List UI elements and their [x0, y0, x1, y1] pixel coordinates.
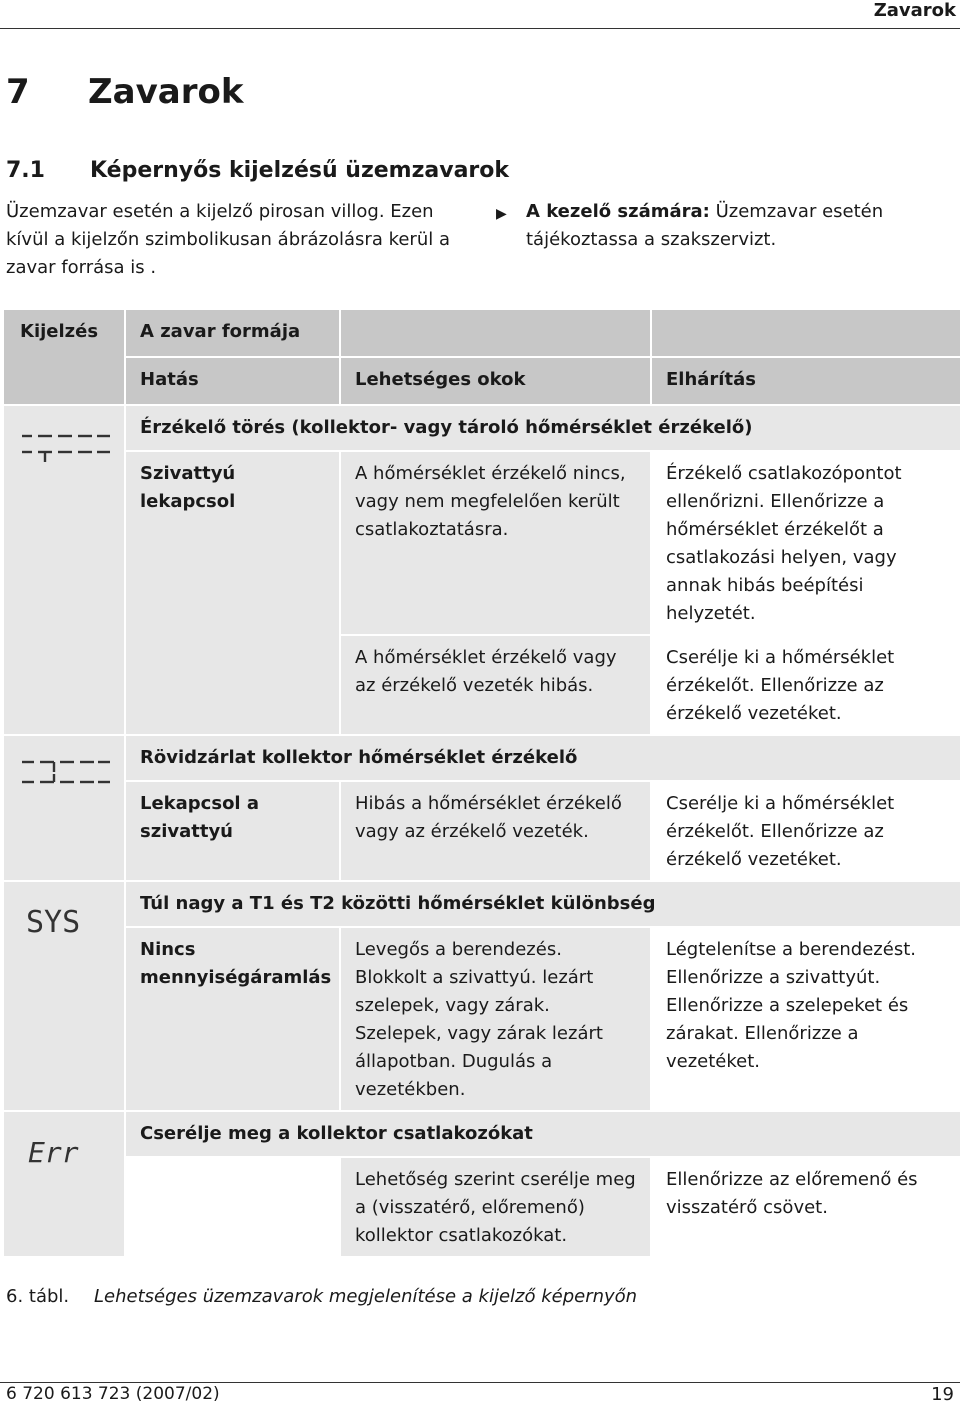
display-cell: [4, 1112, 124, 1256]
section-heading: [6, 158, 509, 183]
effect-cell: Lekapcsol a szivattyú: [126, 782, 339, 880]
intro-paragraph: Üzemzavar esetén a kijelző pirosan villog. Ezen kívül a kijelzőn szimbolikusan ábrázolásra kerül a zavar forrása is .: [6, 201, 450, 278]
svg-text:Err: Err: [28, 1136, 79, 1169]
effect-cell: [126, 1158, 339, 1256]
cause-cell: Hibás a hőmérséklet érzékelő vagy az érzékelő vezeték.: [341, 782, 650, 880]
chapter-heading: [6, 72, 243, 112]
table-header-row-1: [4, 310, 960, 356]
page-number: 19: [931, 1384, 954, 1405]
remedy-cell: Légtelenítse a berendezést. Ellenőrizze a szivattyút. Ellenőrizze a szelepeket és zárakat. Ellenőrizze a vezetéket.: [652, 928, 960, 1110]
fault-title-row: [4, 736, 960, 780]
running-header: Zavarok: [873, 0, 956, 21]
sensor-break-display-icon: [20, 422, 112, 468]
fault-title: Rövidzárlat kollektor hőmérséklet érzékelő: [126, 736, 960, 780]
cause-cell: Lehetőség szerint cserélje meg a (visszatérő, előremenő) kollektor csatlakozókat.: [341, 1158, 650, 1256]
fault-title-row: [4, 406, 960, 450]
remedy-cell: Ellenőrizze az előremenő és visszatérő csövet.: [652, 1158, 960, 1256]
table-row: [4, 928, 960, 1110]
effect-cell: Nincs mennyiségáramlás: [126, 928, 339, 1110]
display-cell: [4, 736, 124, 880]
bullet-triangle-icon: ▶: [496, 206, 507, 222]
fault-table: [2, 308, 960, 1258]
effect-cell: Szivattyú lekapcsol: [126, 452, 339, 734]
table-row: [4, 452, 960, 634]
remedy-cell: Cserélje ki a hőmérséklet érzékelőt. Ellenőrizze az érzékelő vezetéket.: [652, 782, 960, 880]
header-causes: Lehetséges okok: [341, 358, 650, 404]
caption-label: 6. tábl.: [6, 1286, 70, 1307]
header-fault-form: A zavar formája: [126, 310, 339, 356]
header-effect: Hatás: [126, 358, 339, 404]
header-rule: [0, 28, 960, 29]
sys-display-icon: [20, 898, 112, 944]
fault-title-row: [4, 882, 960, 926]
caption-text: Lehetséges üzemzavarok megjelenítése a kijelző képernyőn: [94, 1286, 638, 1307]
operator-note-text: Üzemzavar esetén tájékoztassa a szakszervizt.: [526, 201, 884, 250]
footer-rule: [0, 1382, 960, 1383]
header-remedy: Elhárítás: [652, 358, 960, 404]
cause-cell: Levegős a berendezés. Blokkolt a szivattyú. lezárt szelepek, vagy zárak. Szelepek, vagy zárak lezárt állapotban. Dugulás a vezetékben.: [341, 928, 650, 1110]
table-header-row-2: [4, 358, 960, 404]
fault-title: Cserélje meg a kollektor csatlakozókat: [126, 1112, 960, 1156]
table-caption: [6, 1286, 637, 1307]
chapter-title: Zavarok: [88, 72, 244, 112]
cause-cell: A hőmérséklet érzékelő vagy az érzékelő vezeték hibás.: [341, 636, 650, 734]
section-number: 7.1: [6, 158, 45, 183]
fault-title-row: [4, 1112, 960, 1156]
table-row: [4, 1158, 960, 1256]
cause-cell: A hőmérséklet érzékelő nincs, vagy nem megfelelően került csatlakoztatásra.: [341, 452, 650, 634]
display-cell: [4, 882, 124, 1110]
svg-text:SYS: SYS: [26, 905, 81, 940]
document-number: 6 720 613 723 (2007/02): [6, 1384, 220, 1404]
remedy-cell: Cserélje ki a hőmérséklet érzékelőt. Ellenőrizze az érzékelő vezetéket.: [652, 636, 960, 734]
fault-title: Érzékelő törés (kollektor- vagy tároló hőmérséklet érzékelő): [126, 406, 960, 450]
short-circuit-display-icon: [20, 752, 112, 798]
err-display-icon: [20, 1128, 112, 1174]
table-row: [4, 782, 960, 880]
remedy-cell: Érzékelő csatlakozópontot ellenőrizni. Ellenőrizze a hőmérséklet érzékelőt a csatlakozási helyen, vagy annak hibás beépítési helyzetét.: [652, 452, 960, 634]
operator-note: [496, 198, 946, 254]
header-display: Kijelzés: [4, 310, 124, 404]
chapter-number: 7: [6, 72, 30, 112]
display-cell: [4, 406, 124, 734]
fault-title: Túl nagy a T1 és T2 közötti hőmérséklet különbség: [126, 882, 960, 926]
section-title: Képernyős kijelzésű üzemzavarok: [90, 158, 510, 183]
operator-note-label: A kezelő számára:: [526, 201, 710, 222]
